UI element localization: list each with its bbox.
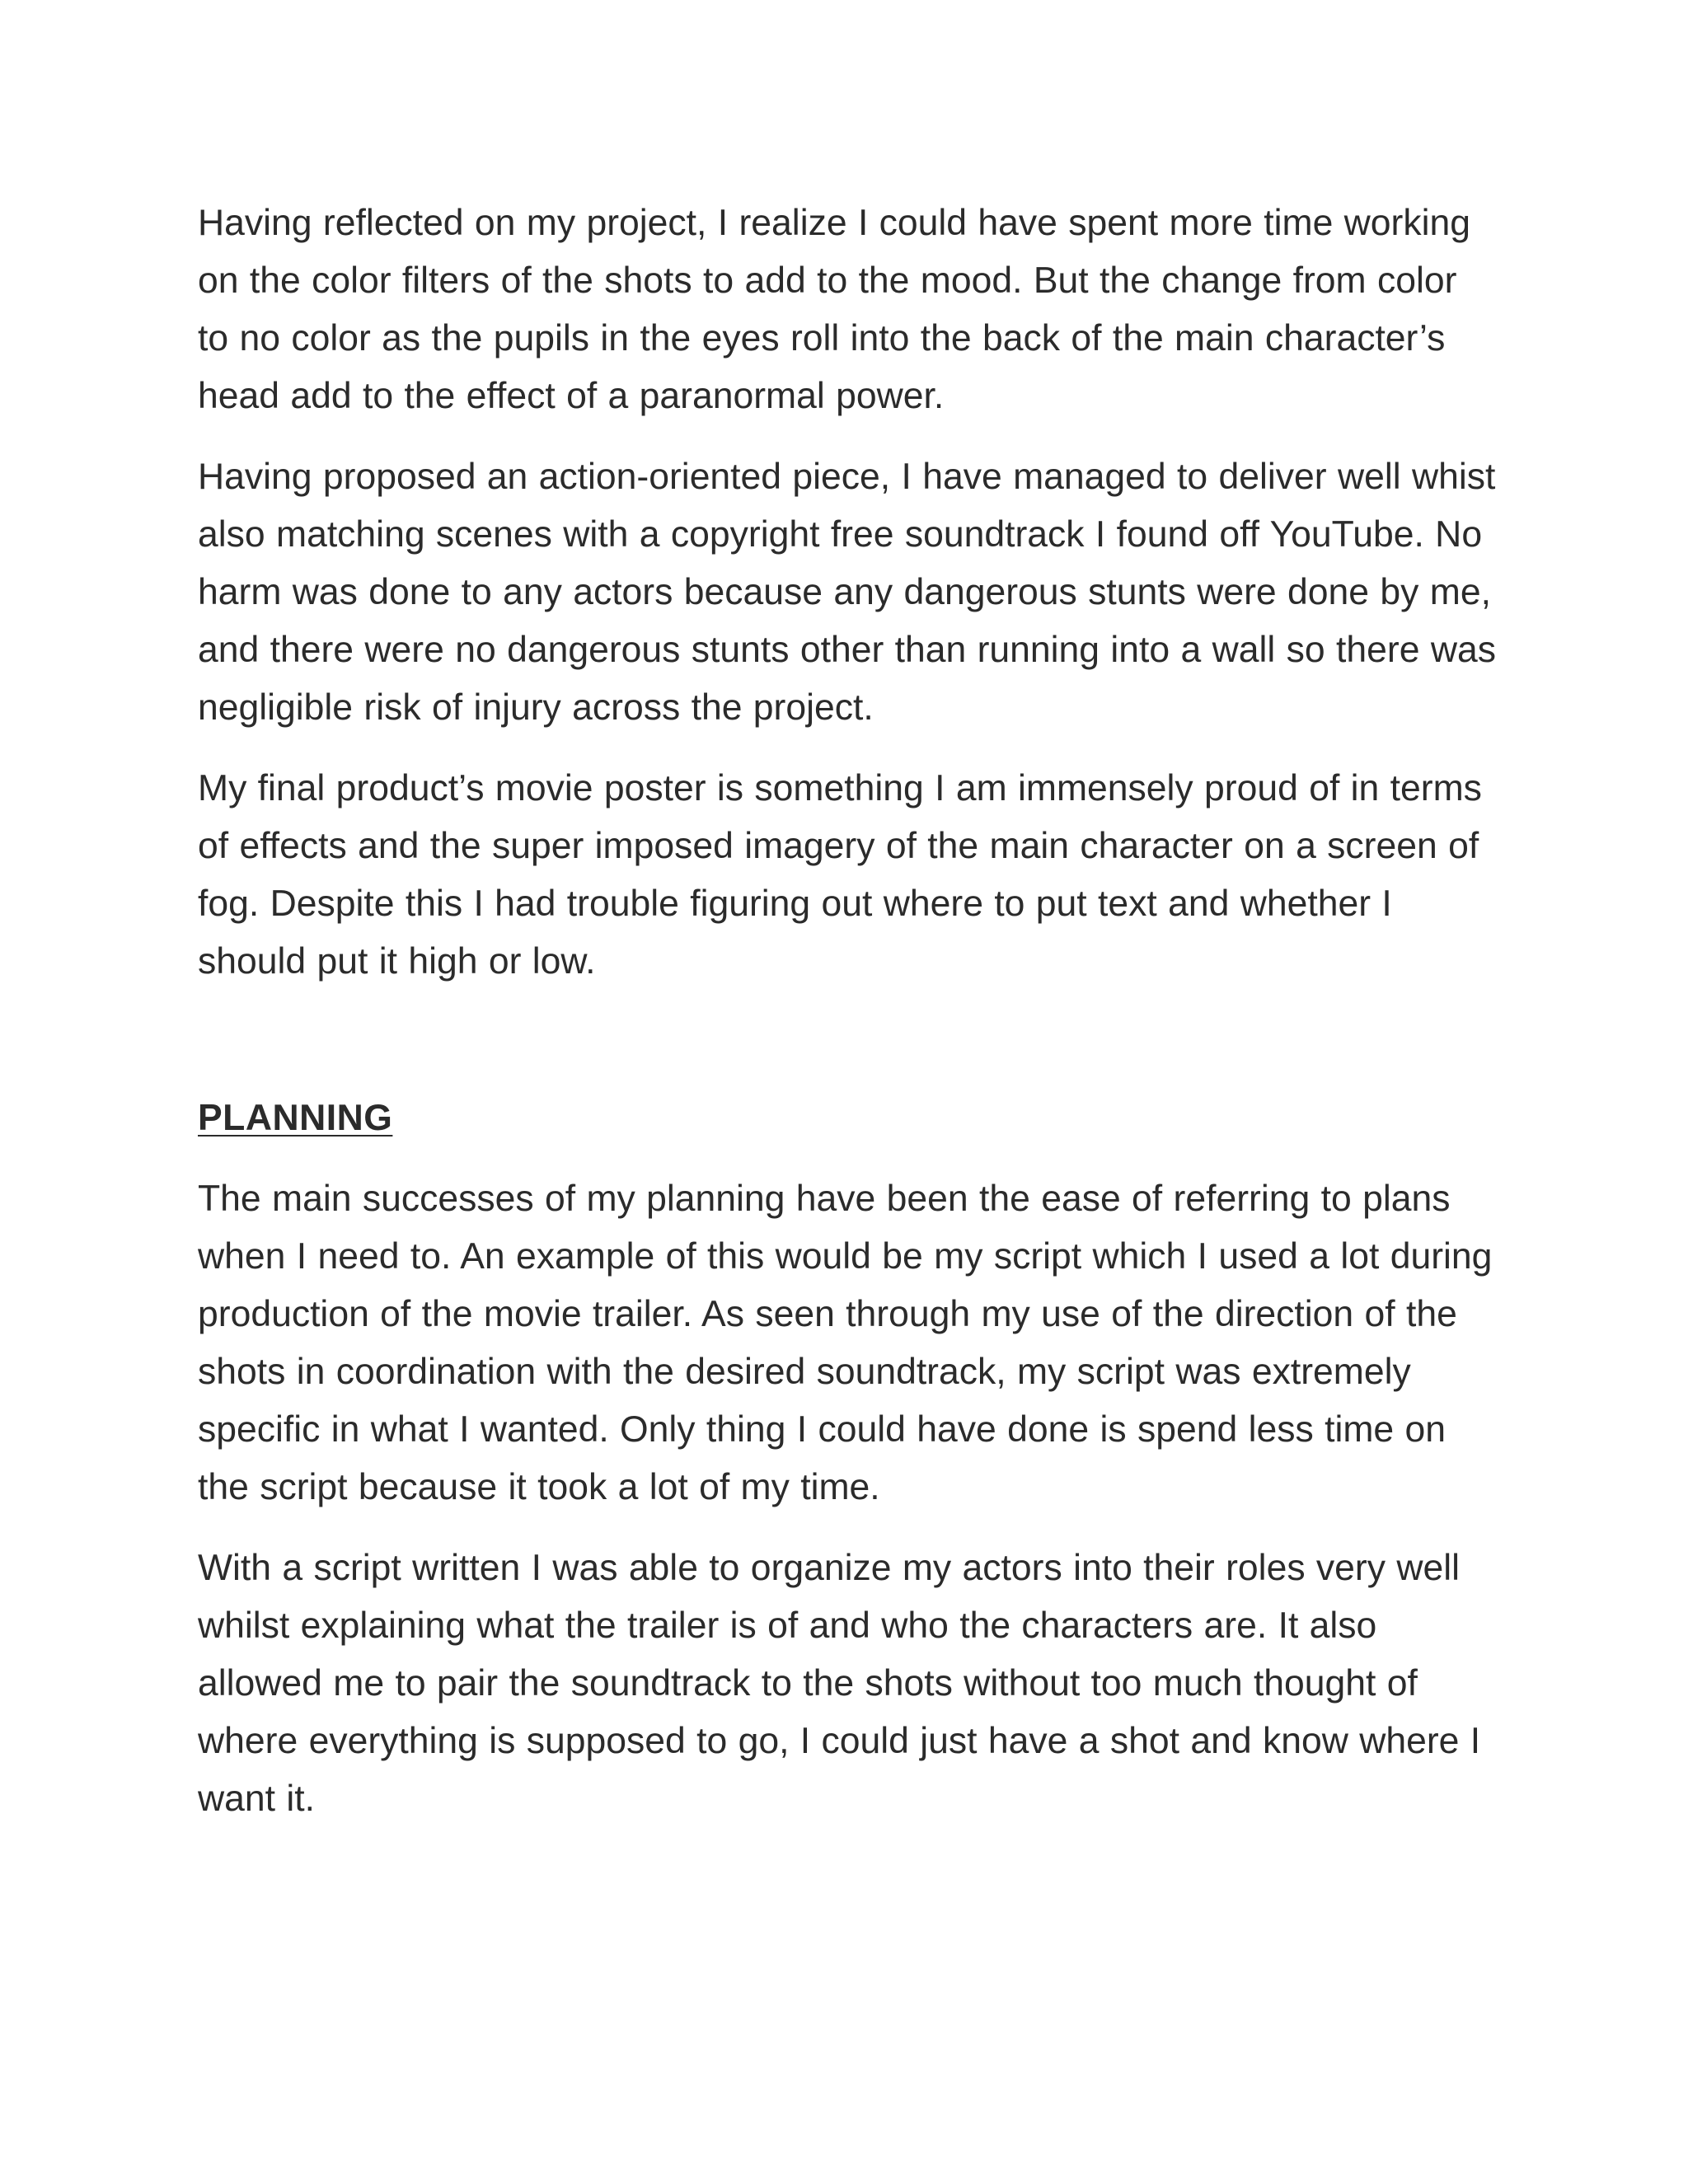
document-body: [198, 194, 1496, 1851]
section-spacer: [198, 1014, 1496, 1090]
paragraph-movie-poster: My final product’s movie poster is something I am immensely proud of in terms of effects and the super imposed imagery of the main character on a screen of fog. Despite this I had trouble figuring out where to put text and whether I should put it high or low.: [198, 768, 1482, 982]
paragraph-script-organization: With a script written I was able to organize my actors into their roles very well whilst explaining what the trailer is of and who the characters are. It also allowed me to pair the soundtrack to the shots without too much thought of where everything is supposed to go, I could just have a shot and know where I want it.: [198, 1548, 1481, 1819]
section-heading-planning: PLANNING: [198, 1098, 393, 1138]
paragraph-planning-successes: The main successes of my planning have been the ease of referring to plans when I need to. An example of this would be my script which I used a lot during production of the movie trailer. As seen through my use of the direction of the shots in coordination with the desired soundtrack, my script was extremely specific in what I wanted. Only thing I could have done is spend less time on the script because it took a lot of my time.: [198, 1179, 1493, 1507]
paragraph-action-piece: Having proposed an action-oriented piece, I have managed to deliver well whist also matching scenes with a copyright free soundtrack I found off YouTube. No harm was done to any actors because any dangerous stunts were done by me, and there were no dangerous stunts other than running into a wall so there was negligible risk of injury across the project.: [198, 457, 1496, 728]
paragraph-reflection-color: Having reflected on my project, I realize I could have spent more time working on the color filters of the shots to add to the mood. But the change from color to no color as the pupils in the eyes roll into the back of the main character’s head add to the effect of a paranormal power.: [198, 203, 1471, 416]
